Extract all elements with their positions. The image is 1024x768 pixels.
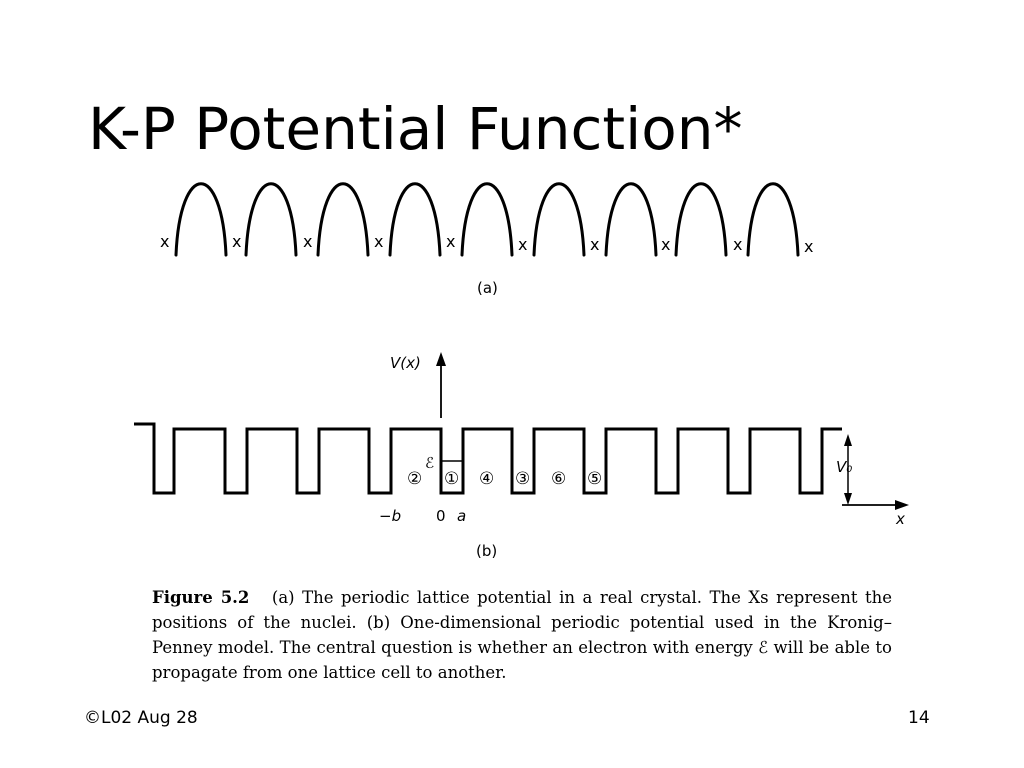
panel-b-label: (b) bbox=[476, 542, 498, 560]
region-label: ③ bbox=[515, 469, 531, 489]
nucleus-mark: x bbox=[446, 232, 456, 251]
potential-arc bbox=[318, 184, 368, 255]
region-label: ⑥ bbox=[551, 469, 567, 489]
figure-caption bbox=[152, 585, 892, 685]
page-number: 14 bbox=[908, 708, 930, 728]
region-label: ① bbox=[444, 469, 460, 489]
panel-a-lattice-potential bbox=[176, 184, 798, 255]
slide-title: K-P Potential Function* bbox=[88, 95, 743, 163]
panel-a-label: (a) bbox=[477, 279, 498, 297]
caption-figure-ref: Figure 5.2 bbox=[152, 588, 250, 607]
barrier-label: V₀ bbox=[836, 458, 853, 476]
x-axis-arrowhead bbox=[895, 500, 909, 510]
potential-arc bbox=[246, 184, 296, 255]
caption-text: (a) The periodic lattice potential in a real crystal. The Xs represent the positions of the nuclei. (b) One-dimensional periodic potential used in the Kronig–Penney model. The central question is whether an electron with energy ℰ will be able to propagate from one lattice cell to another. bbox=[152, 588, 892, 682]
potential-arc bbox=[534, 184, 584, 255]
footer-copyright: ©L02 Aug 28 bbox=[84, 708, 198, 728]
nucleus-marks bbox=[160, 232, 813, 256]
region-labels bbox=[407, 469, 602, 489]
nucleus-mark: x bbox=[518, 235, 528, 254]
nucleus-mark: x bbox=[661, 235, 671, 254]
potential-arc bbox=[676, 184, 726, 255]
nucleus-mark: x bbox=[303, 232, 313, 251]
tick-minus-b: −b bbox=[379, 507, 402, 525]
y-axis-label: V(x) bbox=[390, 354, 421, 372]
nucleus-mark: x bbox=[590, 235, 600, 254]
nucleus-mark: x bbox=[733, 235, 743, 254]
potential-arc bbox=[390, 184, 440, 255]
x-axis-label: x bbox=[896, 510, 905, 528]
nucleus-mark: x bbox=[160, 232, 170, 251]
tick-a: a bbox=[457, 507, 467, 525]
nucleus-mark: x bbox=[804, 237, 814, 256]
potential-arc bbox=[176, 184, 226, 255]
nucleus-mark: x bbox=[232, 232, 242, 251]
region-label: ⑤ bbox=[587, 469, 603, 489]
region-label: ② bbox=[407, 469, 423, 489]
potential-arc bbox=[462, 184, 512, 255]
barrier-arrow-down bbox=[844, 493, 852, 505]
region-label: ④ bbox=[479, 469, 495, 489]
potential-arc bbox=[748, 184, 798, 255]
nucleus-mark: x bbox=[374, 232, 384, 251]
energy-label: ℰ bbox=[425, 454, 435, 472]
potential-arc bbox=[606, 184, 656, 255]
barrier-arrow-up bbox=[844, 434, 852, 446]
y-axis-arrowhead bbox=[436, 352, 446, 366]
tick-zero: 0 bbox=[436, 507, 446, 525]
